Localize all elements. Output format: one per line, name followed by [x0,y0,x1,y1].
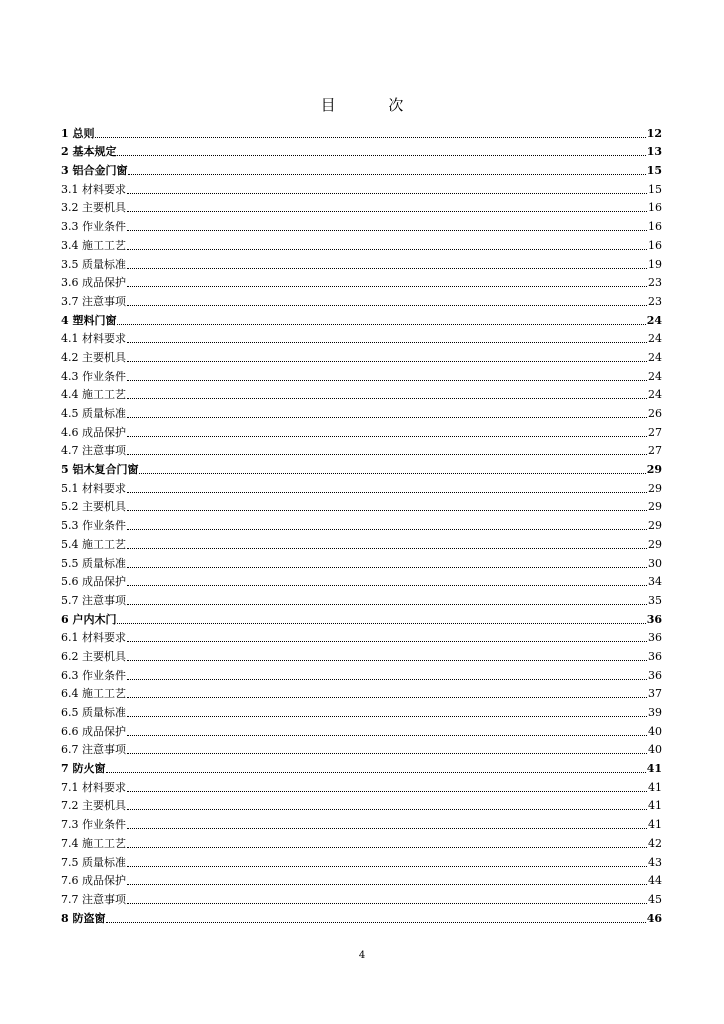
toc-dot-leader [127,753,647,754]
toc-section-entry[interactable] [61,346,662,365]
toc-entry-page: 34 [648,575,662,589]
toc-entry-page: 29 [646,463,662,477]
toc-chapter-entry[interactable] [61,907,662,926]
toc-section-entry[interactable] [61,813,662,832]
toc-entry-page: 41 [648,818,662,832]
toc-entry-page: 39 [648,706,662,719]
toc-dot-leader [127,660,647,661]
toc-section-entry[interactable] [61,328,662,347]
toc-entry-label: 5 铝木复合门窗 [61,463,139,477]
toc-entry-page: 24 [648,369,662,383]
toc-dot-leader [127,492,647,493]
toc-section-entry[interactable] [61,739,662,758]
toc-entry-page: 23 [648,294,662,308]
toc-entry-page: 36 [648,649,662,663]
toc-entry-page: 46 [646,911,662,925]
toc-dot-leader [127,809,647,810]
toc-dot-leader [106,922,645,923]
toc-section-entry[interactable] [61,589,662,608]
toc-dot-leader [127,847,647,848]
toc-entry-label: 7.2 主要机具 [61,799,126,813]
toc-dot-leader [127,735,647,736]
toc-entry-label: 3.6 成品保护 [61,276,126,290]
toc-dot-leader [127,585,647,586]
toc-entry-page: 16 [648,220,662,234]
toc-dot-leader [127,828,647,829]
toc-entry-label: 6.2 主要机具 [61,649,126,663]
toc-section-entry[interactable] [61,627,662,646]
toc-entry-label: 5.6 成品保护 [61,575,126,589]
toc-section-entry[interactable] [61,664,662,683]
toc-dot-leader [127,679,647,680]
toc-entry-page: 27 [648,444,662,458]
toc-entry-page: 44 [648,874,662,888]
toc-dot-leader [127,903,647,904]
table-of-contents [61,122,662,926]
toc-dot-leader [127,398,647,399]
toc-section-entry[interactable] [61,776,662,795]
toc-dot-leader [127,417,647,418]
toc-entry-label: 3.1 材料要求 [61,182,126,196]
toc-entry-label: 7.5 质量标准 [61,855,126,869]
toc-entry-page: 29 [648,481,662,495]
toc-entry-label: 3.3 作业条件 [61,220,126,234]
toc-entry-label: 6.1 材料要求 [61,631,126,645]
toc-entry-label: 4.5 质量标准 [61,407,126,420]
toc-dot-leader [127,641,647,642]
toc-entry-page: 37 [648,687,662,701]
toc-section-entry[interactable] [61,384,662,403]
toc-dot-leader [127,510,647,511]
toc-dot-leader [127,604,647,605]
toc-entry-label: 7 防火窗 [61,762,106,776]
toc-section-entry[interactable] [61,888,662,907]
toc-entry-page: 23 [648,276,662,290]
toc-dot-leader [127,380,647,381]
toc-entry-label: 3.4 施工工艺 [61,238,126,252]
toc-section-entry[interactable] [61,514,662,533]
toc-entry-page: 29 [648,537,662,551]
toc-section-entry[interactable] [61,440,662,459]
toc-dot-leader [106,772,645,773]
toc-dot-leader [127,286,647,287]
toc-dot-leader [127,716,647,717]
toc-entry-label: 4.7 注意事项 [61,444,126,458]
toc-section-entry[interactable] [61,683,662,702]
toc-dot-leader [127,866,647,867]
toc-section-entry[interactable] [61,234,662,253]
toc-chapter-entry[interactable] [61,458,662,477]
toc-entry-label: 6.7 注意事项 [61,743,126,757]
toc-entry-page: 41 [646,762,662,776]
toc-section-entry[interactable] [61,795,662,814]
toc-entry-page: 19 [648,257,662,271]
toc-dot-leader [127,884,647,885]
toc-entry-label: 3.5 质量标准 [61,257,126,271]
toc-section-entry[interactable] [61,832,662,851]
toc-entry-page: 29 [648,500,662,514]
toc-entry-page: 15 [648,182,662,196]
toc-dot-leader [117,324,645,325]
toc-entry-page: 40 [648,724,662,738]
toc-entry-label: 6.6 成品保护 [61,724,126,738]
page-number: 4 [358,950,366,961]
toc-entry-label: 5.5 质量标准 [61,556,126,570]
toc-dot-leader [127,454,647,455]
toc-entry-label: 4.1 材料要求 [61,332,126,346]
toc-entry-label: 5.7 注意事项 [61,593,126,607]
toc-entry-label: 5.3 作业条件 [61,519,126,533]
toc-entry-label: 4.2 主要机具 [61,350,126,364]
toc-entry-page: 16 [648,238,662,252]
toc-dot-leader [127,697,647,698]
toc-entry-label: 8 防盗窗 [61,911,106,925]
toc-entry-label: 6.5 质量标准 [61,706,126,719]
toc-entry-label: 3 铝合金门窗 [61,164,128,178]
toc-section-entry[interactable] [61,253,662,272]
toc-dot-leader [127,567,647,568]
toc-entry-page: 41 [648,780,662,794]
toc-entry-page: 30 [648,556,662,570]
toc-entry-label: 6.3 作业条件 [61,668,126,682]
toc-entry-page: 24 [648,350,662,364]
toc-entry-label: 6 户内木门 [61,612,117,626]
toc-section-entry[interactable] [61,496,662,515]
toc-section-entry[interactable] [61,421,662,440]
toc-entry-page: 45 [648,892,662,906]
toc-entry-page: 24 [648,332,662,346]
toc-entry-page: 15 [646,164,662,178]
toc-entry-page: 42 [648,836,662,850]
toc-dot-leader [117,155,645,156]
toc-entry-label: 5.2 主要机具 [61,500,126,514]
page-title: 目 次 [320,96,428,114]
toc-dot-leader [127,305,647,306]
toc-entry-page: 41 [648,799,662,813]
toc-dot-leader [127,249,647,250]
toc-section-entry[interactable] [61,533,662,552]
toc-entry-label: 4.3 作业条件 [61,369,126,383]
toc-entry-label: 3.7 注意事项 [61,294,126,308]
toc-entry-label: 4.4 施工工艺 [61,388,126,402]
toc-dot-leader [127,230,647,231]
toc-entry-page: 27 [648,425,662,439]
toc-entry-label: 4 塑料门窗 [61,313,117,327]
toc-chapter-entry[interactable] [61,309,662,328]
toc-dot-leader [127,361,647,362]
toc-entry-label: 5.1 材料要求 [61,481,126,495]
toc-entry-label: 1 总则 [61,126,95,140]
toc-dot-leader [127,791,647,792]
toc-entry-label: 7.3 作业条件 [61,818,126,832]
toc-section-entry[interactable] [61,870,662,889]
toc-entry-page: 36 [648,631,662,645]
toc-dot-leader [95,137,645,138]
toc-entry-label: 5.4 施工工艺 [61,537,126,551]
toc-entry-page: 24 [646,313,662,327]
toc-section-entry[interactable] [61,552,662,571]
toc-entry-page: 24 [648,388,662,402]
toc-entry-page: 36 [648,668,662,682]
toc-chapter-entry[interactable] [61,141,662,160]
toc-entry-label: 7.6 成品保护 [61,874,126,888]
toc-chapter-entry[interactable] [61,159,662,178]
toc-dot-leader [127,268,647,269]
toc-entry-label: 7.1 材料要求 [61,780,126,794]
toc-section-entry[interactable] [61,365,662,384]
toc-entry-label: 3.2 主要机具 [61,201,126,215]
toc-dot-leader [127,342,647,343]
toc-dot-leader [128,174,645,175]
toc-entry-page: 40 [648,743,662,757]
toc-chapter-entry[interactable] [61,122,662,141]
toc-section-entry[interactable] [61,851,662,870]
toc-entry-page: 26 [648,407,662,420]
toc-dot-leader [139,473,645,474]
toc-entry-label: 6.4 施工工艺 [61,687,126,701]
toc-entry-page: 12 [646,126,662,140]
toc-chapter-entry[interactable] [61,608,662,627]
toc-dot-leader [117,623,645,624]
toc-dot-leader [127,548,647,549]
toc-entry-page: 36 [646,612,662,626]
toc-section-entry[interactable] [61,645,662,664]
toc-entry-label: 2 基本规定 [61,145,117,159]
toc-dot-leader [127,529,647,530]
toc-dot-leader [127,193,647,194]
toc-entry-label: 7.7 注意事项 [61,892,126,906]
toc-section-entry[interactable] [61,720,662,739]
toc-dot-leader [127,211,647,212]
toc-dot-leader [127,436,647,437]
toc-section-entry[interactable] [61,197,662,216]
toc-entry-label: 7.4 施工工艺 [61,836,126,850]
toc-entry-label: 4.6 成品保护 [61,425,126,439]
toc-section-entry[interactable] [61,402,662,421]
toc-section-entry[interactable] [61,290,662,309]
toc-section-entry[interactable] [61,215,662,234]
toc-entry-page: 35 [648,593,662,607]
toc-entry-page: 43 [648,855,662,869]
toc-section-entry[interactable] [61,178,662,197]
toc-entry-page: 16 [648,201,662,215]
toc-chapter-entry[interactable] [61,757,662,776]
toc-entry-page: 13 [646,145,662,159]
toc-section-entry[interactable] [61,571,662,590]
toc-section-entry[interactable] [61,272,662,291]
toc-section-entry[interactable] [61,701,662,720]
toc-section-entry[interactable] [61,477,662,496]
toc-entry-page: 29 [648,519,662,533]
